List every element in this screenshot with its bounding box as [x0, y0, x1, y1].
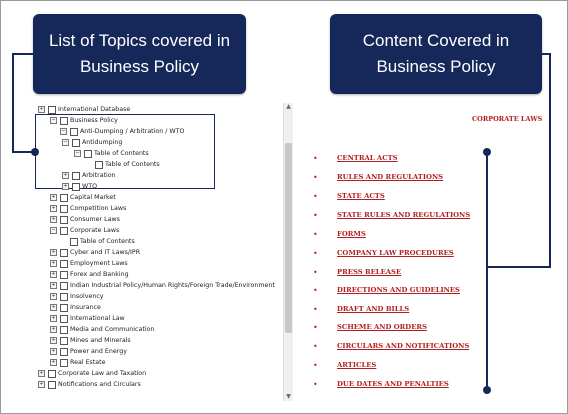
tree-item-checkbox[interactable]	[60, 194, 68, 202]
tree-item-label[interactable]: Corporate Law and Taxation	[58, 370, 147, 377]
expand-icon[interactable]: +	[39, 381, 44, 387]
tree-item-label[interactable]: WTO	[82, 183, 98, 190]
content-link-item	[313, 190, 385, 202]
bullet-icon: •	[313, 248, 318, 258]
content-link[interactable]: STATE ACTS	[337, 192, 385, 200]
tree-item[interactable]	[50, 225, 119, 236]
tree-item[interactable]	[50, 280, 275, 291]
tree-item-checkbox[interactable]	[95, 161, 103, 169]
tree-item-checkbox[interactable]	[60, 216, 68, 224]
tree-item[interactable]	[50, 269, 129, 280]
tree-item-label[interactable]: Consumer Laws	[70, 216, 120, 223]
tree-item-checkbox[interactable]	[60, 271, 68, 279]
tree-item-label[interactable]: Power and Energy	[70, 348, 127, 355]
tree-item-checkbox[interactable]	[60, 260, 68, 268]
tree-item[interactable]	[50, 302, 101, 313]
right-connector-vertical-inner	[486, 152, 488, 390]
tree-item-checkbox[interactable]	[70, 238, 78, 246]
content-link-item	[313, 171, 443, 183]
tree-item-label[interactable]: Table of Contents	[105, 161, 160, 168]
tree-item-label[interactable]: Arbitration	[82, 172, 116, 179]
content-link-item	[313, 378, 449, 390]
collapse-icon[interactable]: −	[51, 117, 56, 123]
bullet-icon: •	[313, 210, 318, 220]
expand-icon[interactable]: +	[63, 172, 68, 178]
tree-item-checkbox[interactable]	[48, 106, 56, 114]
content-link[interactable]: FORMS	[337, 230, 366, 238]
topics-callout	[33, 14, 246, 94]
tree-item[interactable]	[38, 379, 141, 390]
right-connector-dot-bottom	[483, 386, 491, 394]
collapse-icon[interactable]: −	[63, 139, 68, 145]
tree-item[interactable]	[50, 115, 118, 126]
tree-item[interactable]	[62, 170, 116, 181]
content-link-item	[313, 209, 470, 221]
tree-item-checkbox[interactable]	[72, 172, 80, 180]
scroll-up-arrow-icon[interactable]: ▲	[286, 103, 291, 110]
tree-item-checkbox[interactable]	[72, 139, 80, 147]
tree-item-checkbox[interactable]	[60, 117, 68, 125]
content-link-item	[313, 340, 469, 352]
tree-item[interactable]	[85, 159, 160, 170]
collapse-icon[interactable]: −	[75, 150, 80, 156]
tree-item-label[interactable]: Indian Industrial Policy/Human Rights/Foreign Trade/Environment	[70, 282, 275, 289]
tree-item-label[interactable]: Table of Contents	[80, 238, 135, 245]
content-link[interactable]: DRAFT AND BILLS	[337, 305, 410, 313]
tree-item-label[interactable]: Forex and Banking	[70, 271, 129, 278]
tree-item-label[interactable]: Mines and Minerals	[70, 337, 131, 344]
tree-item-label[interactable]: Insurance	[70, 304, 101, 311]
bullet-icon: •	[313, 304, 318, 314]
tree-item-label[interactable]: Business Policy	[70, 117, 118, 124]
tree-item-checkbox[interactable]	[60, 315, 68, 323]
expand-icon[interactable]: +	[51, 359, 56, 365]
tree-item[interactable]	[50, 192, 116, 203]
tree-item[interactable]	[62, 181, 97, 192]
expand-icon[interactable]: +	[51, 249, 56, 255]
bullet-icon: •	[313, 285, 318, 295]
content-link-item	[313, 152, 398, 164]
tree-item-label[interactable]: International Database	[58, 106, 131, 113]
content-link[interactable]: ARTICLES	[337, 361, 377, 369]
tree-item[interactable]	[60, 236, 135, 247]
scroll-thumb[interactable]	[285, 143, 292, 333]
content-link-item	[313, 266, 401, 278]
spacer	[85, 161, 92, 168]
right-connector-horizontal-mid	[486, 266, 551, 268]
tree-item-checkbox[interactable]	[60, 293, 68, 301]
tree-item-checkbox[interactable]	[60, 205, 68, 213]
content-link-item	[313, 228, 366, 240]
content-link[interactable]: PRESS RELEASE	[337, 268, 402, 276]
tree-item-label[interactable]: International Law	[70, 315, 125, 322]
tree-item[interactable]	[62, 137, 122, 148]
tree-item-checkbox[interactable]	[60, 359, 68, 367]
content-link-item	[313, 247, 454, 259]
left-connector-vertical	[12, 53, 14, 152]
tree-item-checkbox[interactable]	[60, 227, 68, 235]
bullet-icon: •	[313, 191, 318, 201]
tree-item-checkbox[interactable]	[72, 183, 80, 191]
expand-icon[interactable]: +	[51, 293, 56, 299]
tree-item[interactable]	[50, 258, 128, 269]
content-link-item	[313, 359, 376, 371]
content-callout-line1: Content Covered in	[362, 31, 510, 50]
tree-item-label[interactable]: Media and Communication	[70, 326, 155, 333]
tree-item-checkbox[interactable]	[60, 249, 68, 257]
expand-icon[interactable]: +	[51, 337, 56, 343]
bullet-icon: •	[313, 379, 318, 389]
content-link[interactable]: STATE RULES AND REGULATIONS	[337, 211, 471, 219]
expand-icon[interactable]: +	[51, 205, 56, 211]
scroll-down-arrow-icon[interactable]: ▼	[286, 393, 291, 400]
content-callout	[330, 14, 542, 94]
tree-item[interactable]	[50, 203, 126, 214]
content-link[interactable]: RULES AND REGULATIONS	[337, 173, 444, 181]
expand-icon[interactable]: +	[51, 348, 56, 354]
bullet-icon: •	[313, 172, 318, 182]
tree-item-label[interactable]: Antidumping	[82, 139, 123, 146]
left-connector-horizontal-top	[12, 53, 34, 55]
tree-item[interactable]	[50, 247, 140, 258]
tree-item[interactable]	[50, 291, 104, 302]
content-link-item	[313, 303, 409, 315]
tree-item-label[interactable]: Employment Laws	[70, 260, 128, 267]
content-link[interactable]: SCHEME AND ORDERS	[337, 323, 427, 331]
bullet-icon: •	[313, 267, 318, 277]
tree-item[interactable]	[50, 324, 154, 335]
tree-item[interactable]	[50, 346, 127, 357]
tree-item-label[interactable]: Insolvency	[70, 293, 104, 300]
bullet-icon: •	[313, 229, 318, 239]
tree-item-label[interactable]: Notifications and Circulars	[58, 381, 141, 388]
expand-icon[interactable]: +	[51, 282, 56, 288]
tree-item-label[interactable]: Competition Laws	[70, 205, 127, 212]
tree-item-checkbox[interactable]	[60, 282, 68, 290]
right-connector-dot-top	[483, 148, 491, 156]
content-link-item	[313, 321, 427, 333]
tree-item-checkbox[interactable]	[48, 381, 56, 389]
bullet-icon: •	[313, 341, 318, 351]
expand-icon[interactable]: +	[51, 260, 56, 266]
bullet-icon: •	[313, 322, 318, 332]
spacer	[60, 238, 67, 245]
tree-item-label[interactable]: Table of Contents	[94, 150, 149, 157]
topics-callout-line2: Business Policy	[79, 57, 200, 76]
expand-icon[interactable]: +	[63, 183, 68, 189]
content-link[interactable]: DIRECTIONS AND GUIDELINES	[337, 286, 460, 294]
bullet-icon: •	[313, 360, 318, 370]
collapse-icon[interactable]: −	[61, 128, 66, 134]
tree-item-checkbox[interactable]	[60, 326, 68, 334]
tree-scrollbar[interactable]	[283, 103, 293, 401]
expand-icon[interactable]: +	[51, 216, 56, 222]
content-link[interactable]: CENTRAL ACTS	[337, 154, 398, 162]
expand-icon[interactable]: +	[39, 106, 44, 112]
tree-item-checkbox[interactable]	[60, 348, 68, 356]
section-title: CORPORATE LAWS	[472, 115, 543, 123]
expand-icon[interactable]: +	[51, 271, 56, 277]
content-callout-line2: Business Policy	[376, 57, 496, 76]
tree-item-checkbox[interactable]	[60, 337, 68, 345]
content-link[interactable]: COMPANY LAW PROCEDURES	[337, 249, 454, 257]
tree-item[interactable]	[50, 214, 120, 225]
tree-item-checkbox[interactable]	[48, 370, 56, 378]
tree-item-label[interactable]: Anti-Dumping / Arbitration / WTO	[80, 128, 185, 135]
expand-icon[interactable]: +	[51, 304, 56, 310]
expand-icon[interactable]: +	[51, 326, 56, 332]
tree-item[interactable]	[60, 126, 184, 137]
tree-item-label[interactable]: Cyber and IT Laws/IPR	[70, 249, 141, 256]
content-link[interactable]: CIRCULARS AND NOTIFICATIONS	[337, 342, 470, 350]
tree-item[interactable]	[38, 104, 130, 115]
collapse-icon[interactable]: −	[51, 227, 56, 233]
tree-item-label[interactable]: Capital Market	[70, 194, 116, 201]
content-link-item	[313, 284, 460, 296]
tree-item[interactable]	[50, 335, 131, 346]
tree-item-checkbox[interactable]	[70, 128, 78, 136]
tree-item-checkbox[interactable]	[60, 304, 68, 312]
tree-item[interactable]	[50, 357, 106, 368]
tree-item[interactable]	[38, 368, 146, 379]
expand-icon[interactable]: +	[51, 315, 56, 321]
expand-icon[interactable]: +	[51, 194, 56, 200]
tree-item[interactable]	[74, 148, 149, 159]
topics-callout-line1: List of Topics covered in	[48, 31, 231, 50]
right-connector-vertical-outer	[549, 53, 551, 268]
tree-item-label[interactable]: Corporate Laws	[70, 227, 120, 234]
tree-item-label[interactable]: Real Estate	[70, 359, 106, 366]
tree-item[interactable]	[50, 313, 125, 324]
bullet-icon: •	[313, 153, 318, 163]
expand-icon[interactable]: +	[39, 370, 44, 376]
tree-item-checkbox[interactable]	[84, 150, 92, 158]
content-link[interactable]: DUE DATES AND PENALTIES	[337, 380, 449, 388]
